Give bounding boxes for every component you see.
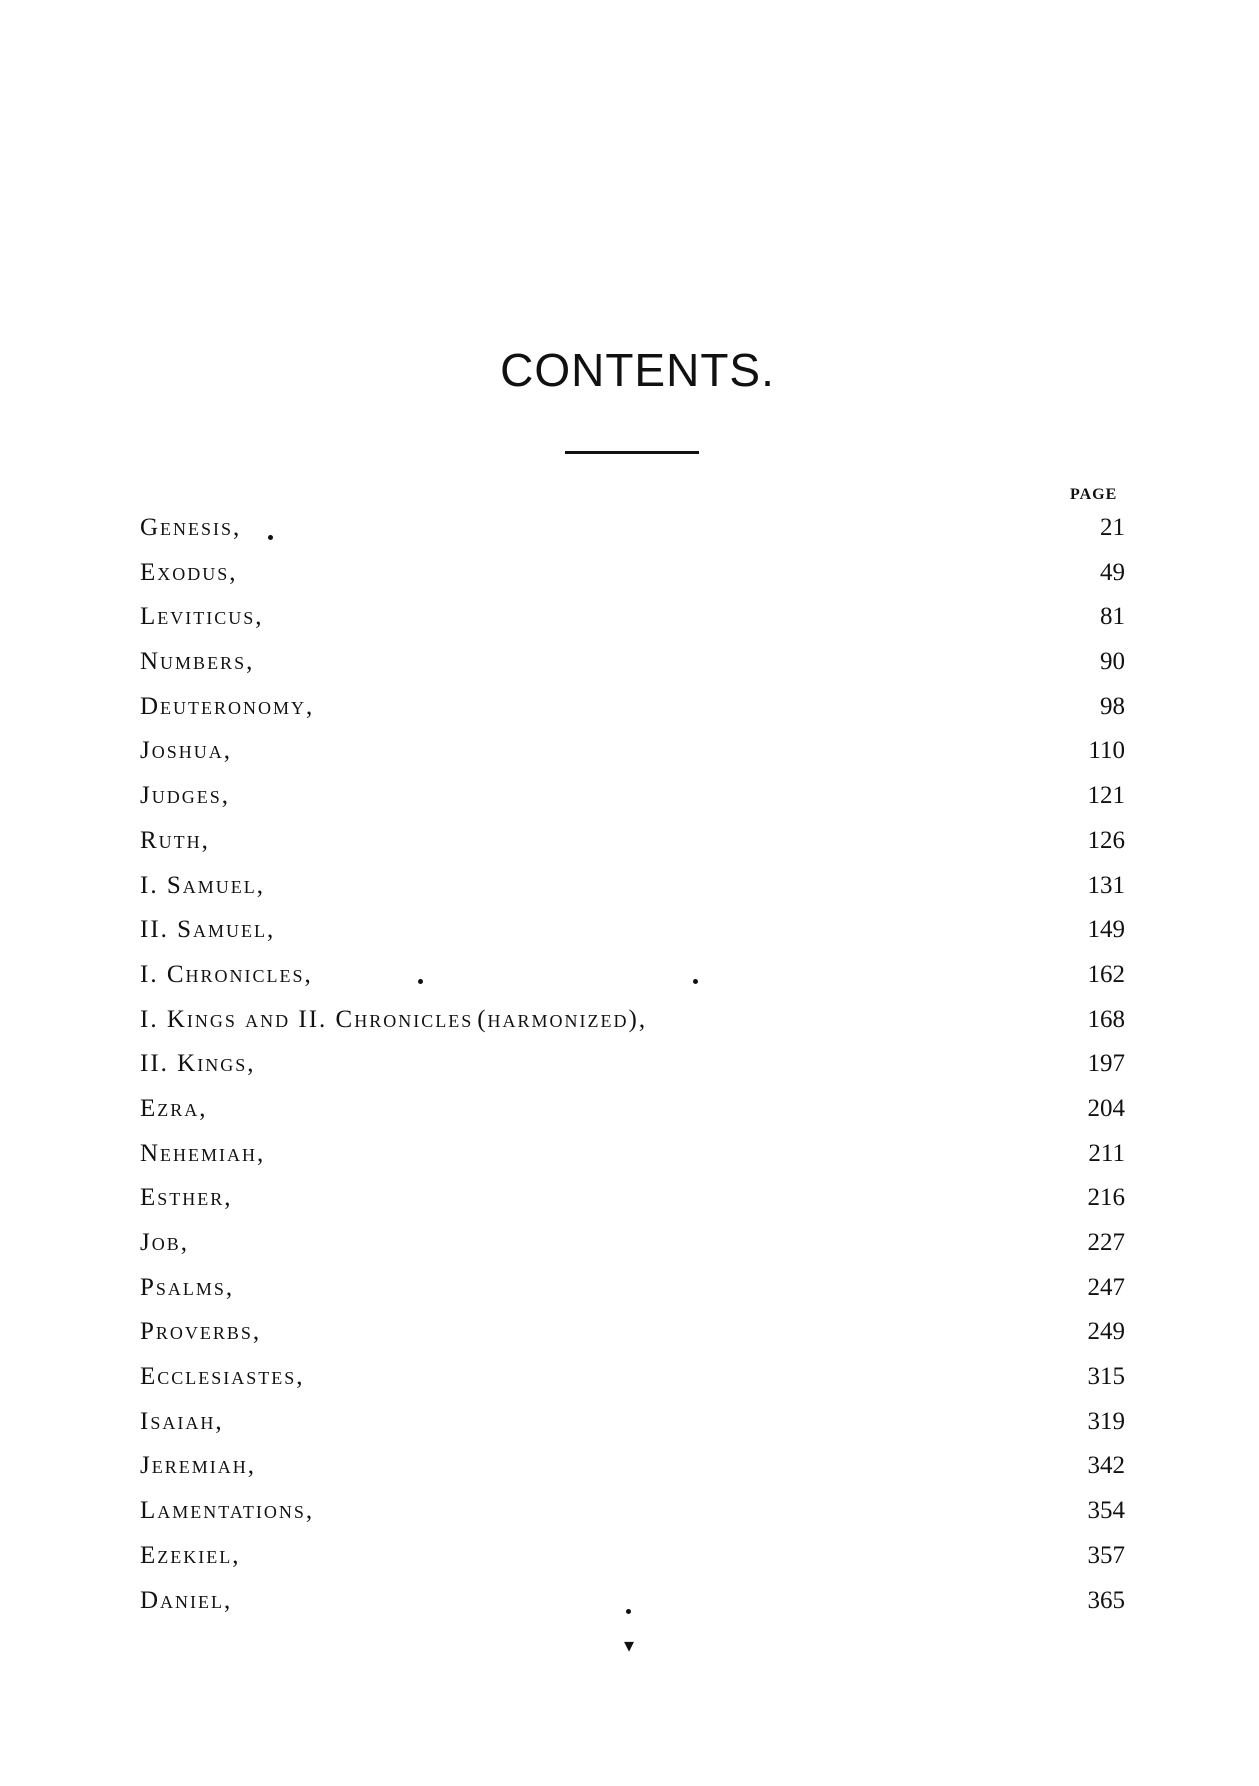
toc-entry-label: Job, [140, 1229, 189, 1256]
toc-entry-label: Ecclesiastes, [140, 1363, 305, 1391]
toc-entry-label: Deuteronomy, [140, 692, 315, 720]
toc-entry-page: 110 [1088, 737, 1125, 765]
toc-entry [140, 1579, 1125, 1624]
toc-entry-label: Daniel, [140, 1586, 233, 1614]
page-column-header: PAGE [1070, 486, 1118, 503]
toc-entry [140, 1042, 1125, 1087]
toc-entry [140, 1176, 1125, 1221]
contents-list [140, 506, 1125, 1623]
toc-entry-page: 227 [1087, 1229, 1125, 1256]
toc-entry-page: 354 [1087, 1497, 1125, 1525]
toc-entry-label: I. Chronicles, [140, 960, 313, 988]
toc-entry-page: 168 [1087, 1005, 1125, 1033]
toc-entry [140, 1534, 1125, 1579]
title-rule [565, 451, 699, 454]
toc-entry-label: Exodus, [140, 558, 238, 586]
toc-entry-label: I. Kings and II. Chronicles [140, 1005, 474, 1033]
toc-entry-page: 357 [1087, 1541, 1125, 1569]
toc-entry-page: 216 [1087, 1184, 1125, 1212]
toc-entry-page: 315 [1087, 1363, 1125, 1391]
leader-dot [268, 535, 273, 540]
toc-entry [140, 595, 1125, 640]
toc-entry-label: Ruth, [140, 826, 210, 854]
toc-entry-page: 365 [1087, 1586, 1125, 1614]
toc-entry [140, 819, 1125, 864]
toc-entry-page: 247 [1087, 1273, 1125, 1301]
signature-mark: ▾ [624, 1635, 635, 1657]
toc-entry-page: 204 [1087, 1094, 1125, 1122]
toc-entry-page: 162 [1087, 960, 1125, 988]
toc-entry [140, 1489, 1125, 1534]
toc-entry-page: 249 [1087, 1318, 1125, 1346]
toc-entry-label: II. Kings, [140, 1050, 256, 1078]
toc-entry [140, 774, 1125, 819]
toc-entry-label: Numbers, [140, 648, 255, 676]
toc-entry-label: Judges, [140, 782, 230, 810]
toc-entry-label: Esther, [140, 1184, 233, 1212]
toc-entry-label-suffix: (harmonized), [477, 1005, 648, 1033]
toc-entry-page: 121 [1087, 782, 1125, 810]
leader-dot [418, 979, 423, 984]
toc-entry-page: 211 [1088, 1139, 1125, 1167]
toc-entry-label: Ezekiel, [140, 1541, 241, 1569]
toc-entry [140, 908, 1125, 953]
toc-entry-label: Lamentations, [140, 1497, 315, 1525]
toc-entry-label: Isaiah, [140, 1407, 224, 1435]
toc-entry-label: Joshua, [140, 737, 232, 765]
toc-entry [140, 1266, 1125, 1311]
toc-entry [140, 998, 1125, 1043]
toc-entry-label: Psalms, [140, 1273, 235, 1301]
toc-entry-label: Nehemiah, [140, 1139, 266, 1167]
toc-entry-page: 149 [1087, 916, 1125, 944]
toc-entry-page: 98 [1100, 692, 1125, 720]
leader-dot [693, 979, 698, 984]
toc-entry-page: 21 [1100, 514, 1125, 541]
toc-entry-label: Leviticus, [140, 603, 264, 631]
toc-entry [140, 729, 1125, 774]
toc-entry [140, 864, 1125, 909]
toc-entry-page: 81 [1100, 603, 1125, 631]
toc-entry [140, 1221, 1125, 1266]
toc-entry [140, 1310, 1125, 1355]
toc-entry-label: Ezra, [140, 1094, 208, 1122]
toc-entry-page: 342 [1087, 1452, 1125, 1480]
toc-entry [140, 1400, 1125, 1445]
toc-entry [140, 640, 1125, 685]
toc-entry [140, 1132, 1125, 1177]
toc-entry [140, 551, 1125, 596]
toc-entry-page: 131 [1087, 871, 1125, 899]
toc-entry-page: 197 [1087, 1050, 1125, 1078]
toc-entry-label: Jeremiah, [140, 1452, 256, 1480]
toc-entry-label: II. Samuel, [140, 916, 276, 944]
toc-entry [140, 1355, 1125, 1400]
toc-entry-label: Genesis, [140, 514, 242, 541]
toc-entry-label: Proverbs, [140, 1318, 262, 1346]
toc-entry-page: 319 [1087, 1407, 1125, 1435]
toc-entry-label: I. Samuel, [140, 871, 265, 899]
toc-entry [140, 1444, 1125, 1489]
toc-entry-page: 126 [1087, 826, 1125, 854]
page-title: CONTENTS. [500, 344, 775, 396]
toc-entry-page: 49 [1100, 558, 1125, 586]
toc-entry [140, 1087, 1125, 1132]
toc-entry [140, 685, 1125, 730]
toc-entry [140, 506, 1125, 551]
toc-entry [140, 953, 1125, 998]
leader-dot [626, 1609, 631, 1614]
toc-entry-page: 90 [1100, 648, 1125, 676]
